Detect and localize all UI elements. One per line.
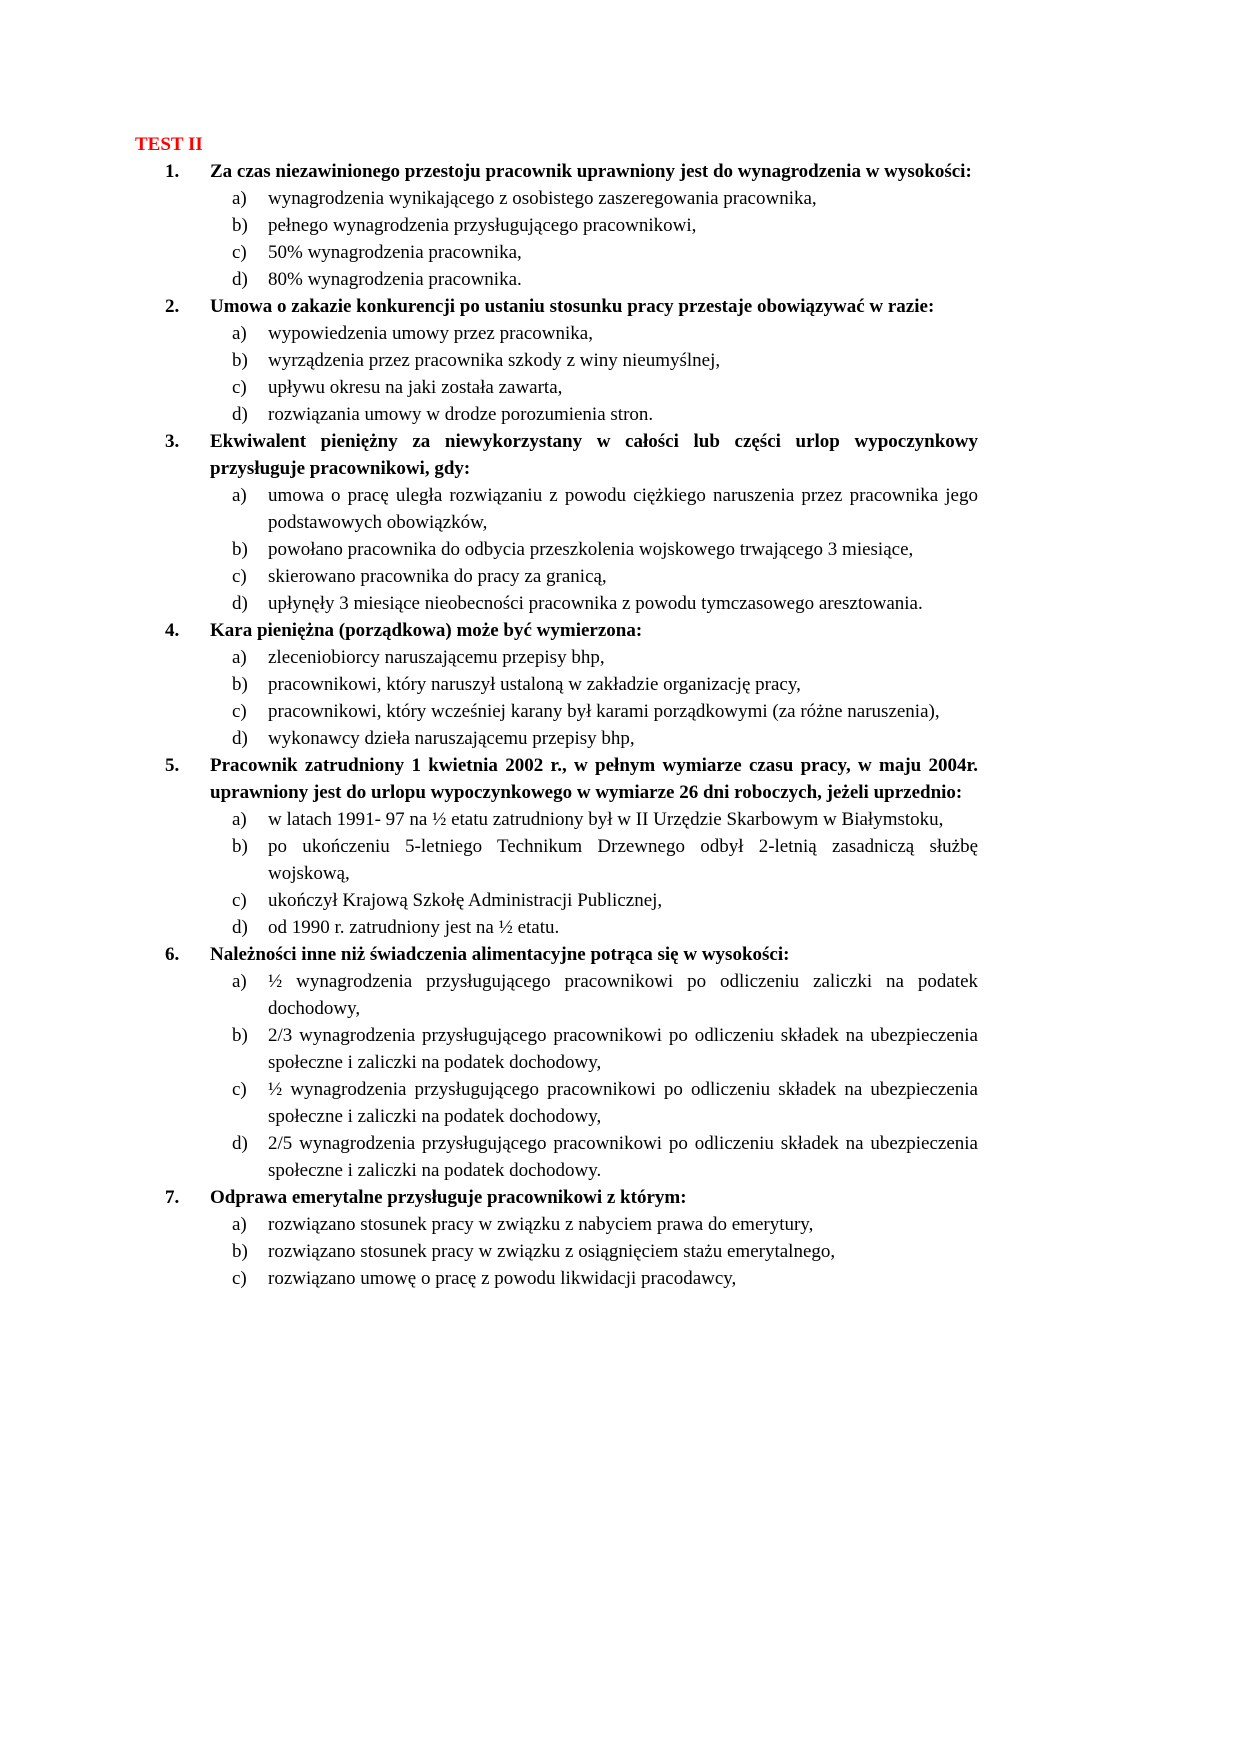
- option-text: powołano pracownika do odbycia przeszkolenia wojskowego trwającego 3 miesiące,: [268, 539, 914, 560]
- option-letter: c): [232, 566, 247, 587]
- option-text: rozwiązano stosunek pracy w związku z nabyciem prawa do emerytury,: [268, 1214, 814, 1235]
- option-list: [210, 806, 978, 941]
- option-item: [210, 266, 978, 293]
- option-item: [210, 833, 978, 887]
- option-item: [210, 644, 978, 671]
- option-text: ½ wynagrodzenia przysługującego pracownikowi po odliczeniu zaliczki na podatek dochodowy,: [268, 971, 978, 1019]
- option-item: [210, 239, 978, 266]
- option-letter: b): [232, 1241, 248, 1262]
- page-title: TEST II: [135, 134, 203, 155]
- option-letter: c): [232, 890, 247, 911]
- option-letter: d): [232, 1133, 248, 1154]
- option-text: wypowiedzenia umowy przez pracownika,: [268, 323, 593, 344]
- option-item: [210, 1238, 978, 1265]
- option-letter: b): [232, 1025, 248, 1046]
- option-letter: b): [232, 836, 248, 857]
- option-text: 2/3 wynagrodzenia przysługującego pracownikowi po odliczeniu składek na ubezpieczenia społeczne i zaliczki na podatek dochodowy,: [268, 1025, 978, 1073]
- option-text: rozwiązano stosunek pracy w związku z osiągnięciem stażu emerytalnego,: [268, 1241, 836, 1262]
- option-item: [210, 914, 978, 941]
- question-item: [135, 617, 978, 752]
- option-item: [210, 320, 978, 347]
- option-list: [210, 644, 978, 752]
- option-text: pracownikowi, który naruszył ustaloną w zakładzie organizację pracy,: [268, 674, 801, 695]
- option-item: [210, 1265, 978, 1292]
- option-letter: a): [232, 485, 247, 506]
- option-item: [210, 482, 978, 536]
- option-item: [210, 1076, 978, 1130]
- option-text: rozwiązania umowy w drodze porozumienia stron.: [268, 404, 654, 425]
- question-item: [135, 428, 978, 617]
- option-item: [210, 887, 978, 914]
- question-number: 6.: [165, 944, 180, 965]
- option-text: pełnego wynagrodzenia przysługującego pracownikowi,: [268, 215, 697, 236]
- option-letter: d): [232, 404, 248, 425]
- option-text: rozwiązano umowę o pracę z powodu likwidacji pracodawcy,: [268, 1268, 737, 1289]
- option-letter: d): [232, 593, 248, 614]
- question-stem: Ekwiwalent pieniężny za niewykorzystany w całości lub części urlop wypoczynkowy przysługuje pracownikowi, gdy:: [210, 431, 978, 479]
- option-text: od 1990 r. zatrudniony jest na ½ etatu.: [268, 917, 560, 938]
- option-letter: a): [232, 188, 247, 209]
- question-item: [135, 293, 978, 428]
- option-letter: d): [232, 269, 248, 290]
- option-item: [210, 374, 978, 401]
- option-item: [210, 401, 978, 428]
- option-letter: c): [232, 377, 247, 398]
- option-item: [210, 725, 978, 752]
- option-letter: d): [232, 728, 248, 749]
- option-letter: c): [232, 1268, 247, 1289]
- option-text: po ukończeniu 5-letniego Technikum Drzewnego odbył 2-letnią zasadniczą służbę wojskową,: [268, 836, 978, 884]
- option-letter: b): [232, 215, 248, 236]
- question-item: [135, 752, 978, 941]
- option-letter: c): [232, 242, 247, 263]
- option-item: [210, 806, 978, 833]
- option-text: pracownikowi, który wcześniej karany był karami porządkowymi (za różne naruszenia),: [268, 701, 940, 722]
- question-item: [135, 158, 978, 293]
- question-stem: Kara pieniężna (porządkowa) może być wymierzona:: [210, 620, 643, 641]
- option-letter: a): [232, 323, 247, 344]
- question-list: [135, 158, 978, 1292]
- option-item: [210, 698, 978, 725]
- option-letter: a): [232, 1214, 247, 1235]
- question-number: 5.: [165, 755, 180, 776]
- option-item: [210, 212, 978, 239]
- option-text: wykonawcy dzieła naruszającemu przepisy bhp,: [268, 728, 635, 749]
- question-number: 1.: [165, 161, 180, 182]
- question-stem: Umowa o zakazie konkurencji po ustaniu stosunku pracy przestaje obowiązywać w razie:: [210, 296, 935, 317]
- option-text: w latach 1991- 97 na ½ etatu zatrudniony był w II Urzędzie Skarbowym w Białymstoku,: [268, 809, 944, 830]
- option-list: [210, 968, 978, 1184]
- question-number: 2.: [165, 296, 180, 317]
- option-text: upływu okresu na jaki została zawarta,: [268, 377, 563, 398]
- option-item: [210, 185, 978, 212]
- question-stem: Pracownik zatrudniony 1 kwietnia 2002 r., w pełnym wymiarze czasu pracy, w maju 2004r. uprawniony jest do urlopu wypoczynkowego w wymiarze 26 dni roboczych, jeżeli uprzednio:: [210, 755, 978, 803]
- option-text: wynagrodzenia wynikającego z osobistego zaszeregowania pracownika,: [268, 188, 817, 209]
- option-letter: c): [232, 1079, 247, 1100]
- option-letter: b): [232, 350, 248, 371]
- option-letter: d): [232, 917, 248, 938]
- option-item: [210, 1211, 978, 1238]
- question-number: 4.: [165, 620, 180, 641]
- option-letter: b): [232, 539, 248, 560]
- question-stem: Za czas niezawinionego przestoju pracownik uprawniony jest do wynagrodzenia w wysokości:: [210, 161, 972, 182]
- option-list: [210, 185, 978, 293]
- option-text: wyrządzenia przez pracownika szkody z winy nieumyślnej,: [268, 350, 721, 371]
- option-item: [210, 1130, 978, 1184]
- option-item: [210, 1022, 978, 1076]
- option-text: ½ wynagrodzenia przysługującego pracownikowi po odliczeniu składek na ubezpieczenia społeczne i zaliczki na podatek dochodowy,: [268, 1079, 978, 1127]
- option-text: skierowano pracownika do pracy za granicą,: [268, 566, 607, 587]
- option-text: ukończył Krajową Szkołę Administracji Publicznej,: [268, 890, 663, 911]
- option-text: umowa o pracę uległa rozwiązaniu z powodu ciężkiego naruszenia przez pracownika jego podstawowych obowiązków,: [268, 485, 978, 533]
- option-list: [210, 482, 978, 617]
- option-item: [210, 563, 978, 590]
- option-letter: c): [232, 701, 247, 722]
- option-item: [210, 536, 978, 563]
- option-text: 80% wynagrodzenia pracownika.: [268, 269, 522, 290]
- option-letter: a): [232, 971, 247, 992]
- option-item: [210, 590, 978, 617]
- option-item: [210, 968, 978, 1022]
- option-letter: a): [232, 809, 247, 830]
- question-stem: Należności inne niż świadczenia alimentacyjne potrąca się w wysokości:: [210, 944, 790, 965]
- option-list: [210, 1211, 978, 1292]
- question-number: 3.: [165, 431, 180, 452]
- option-text: 50% wynagrodzenia pracownika,: [268, 242, 522, 263]
- option-letter: a): [232, 647, 247, 668]
- question-number: 7.: [165, 1187, 180, 1208]
- question-item: [135, 1184, 978, 1292]
- option-text: zleceniobiorcy naruszającemu przepisy bhp,: [268, 647, 605, 668]
- option-letter: b): [232, 674, 248, 695]
- option-item: [210, 347, 978, 374]
- question-stem: Odprawa emerytalne przysługuje pracownikowi z którym:: [210, 1187, 687, 1208]
- option-text: 2/5 wynagrodzenia przysługującego pracownikowi po odliczeniu składek na ubezpieczenia społeczne i zaliczki na podatek dochodowy.: [268, 1133, 978, 1181]
- question-item: [135, 941, 978, 1184]
- option-text: upłynęły 3 miesiące nieobecności pracownika z powodu tymczasowego aresztowania.: [268, 593, 923, 614]
- option-item: [210, 671, 978, 698]
- option-list: [210, 320, 978, 428]
